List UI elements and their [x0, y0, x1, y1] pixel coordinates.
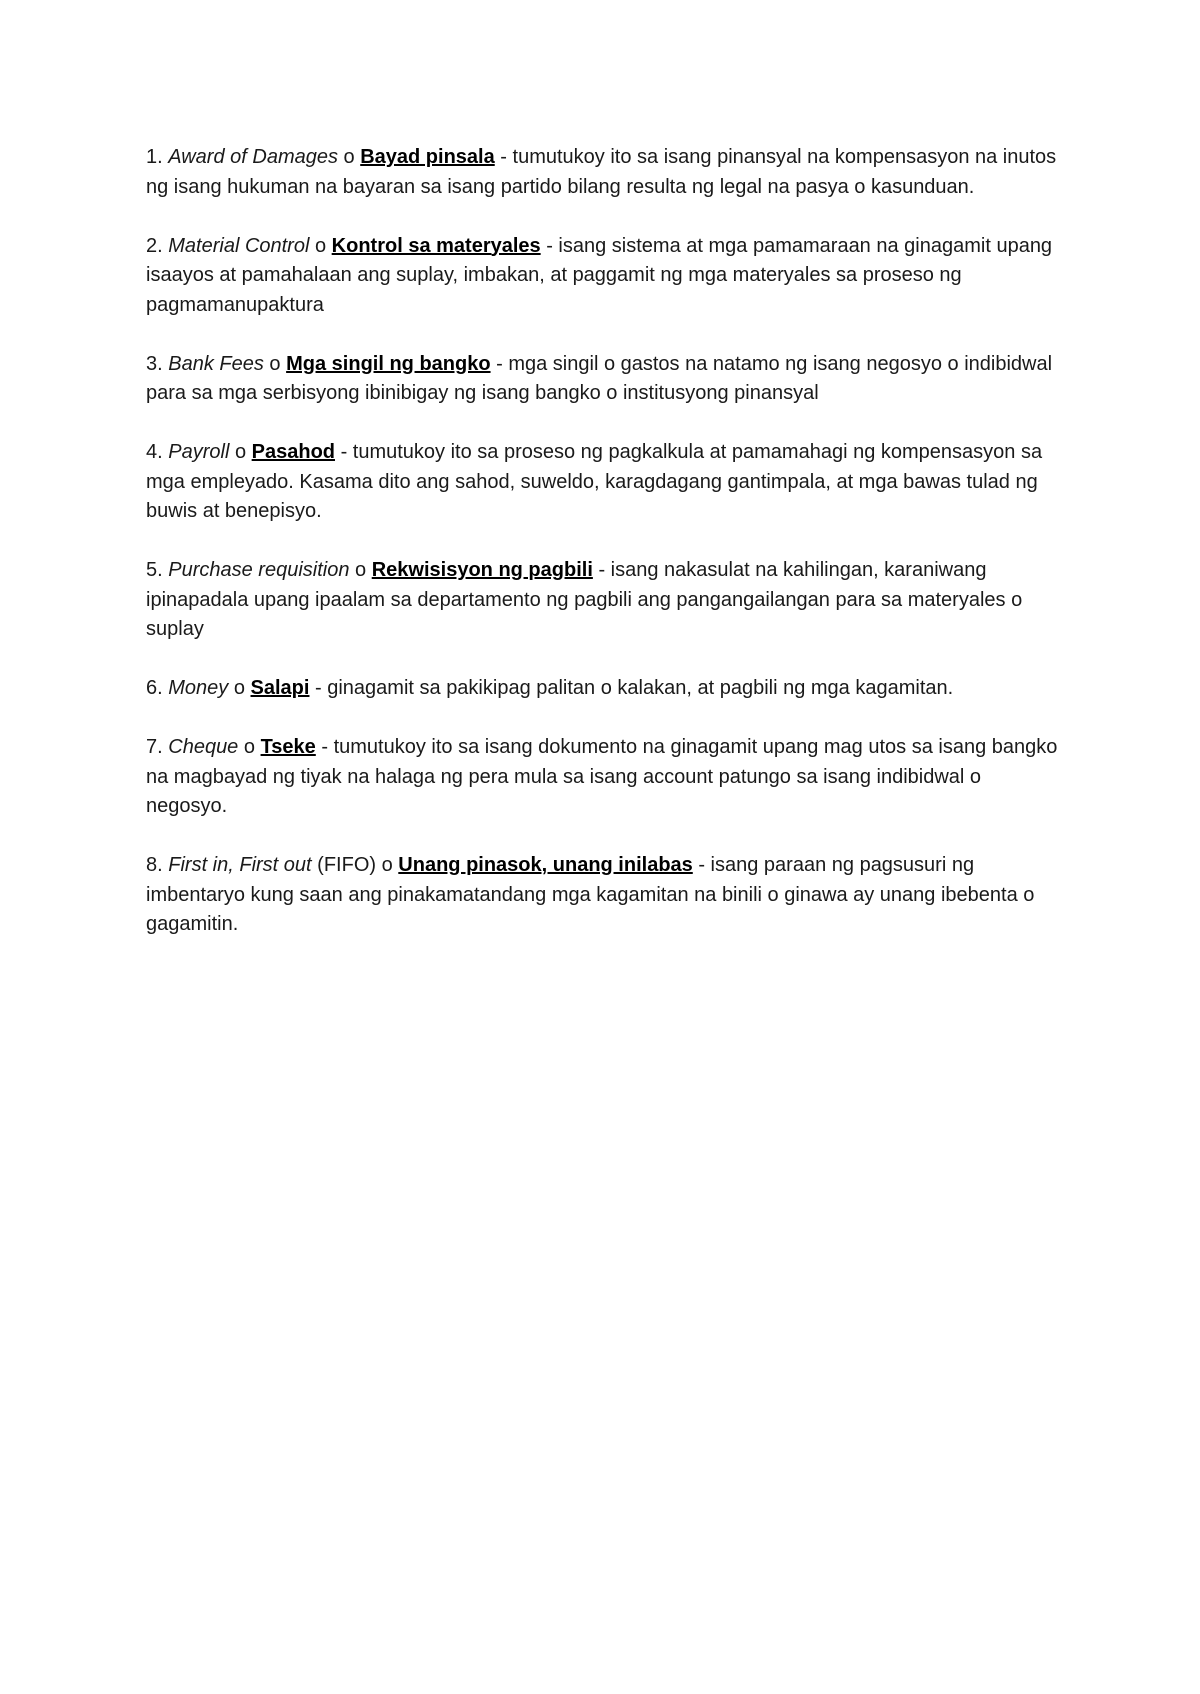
english-term: Award of Damages	[168, 146, 338, 168]
english-term: First in, First out	[168, 854, 312, 876]
english-term: Cheque	[168, 736, 239, 758]
connector: o	[269, 352, 281, 375]
entry-number: 3.	[146, 352, 163, 375]
connector: o	[234, 441, 247, 463]
glossary-entry	[146, 733, 1066, 822]
definition: - isang nakasulat na kahilingan, karaniwang ipinapadala upang ipaalam sa departamento ng pagbili ang pangangailangan para sa materyales o suplay	[146, 559, 1023, 640]
english-term: Bank Fees	[168, 352, 264, 375]
glossary-entry	[146, 350, 1066, 409]
glossary-entry	[146, 851, 1066, 940]
connector: o	[343, 146, 355, 168]
definition: - mga singil o gastos na natamo ng isang negosyo o indibidwal para sa mga serbisyong ibinibigay ng isang bangko o institusyong pinansyal	[146, 352, 1053, 404]
english-term: Purchase requisition	[168, 559, 350, 581]
connector: o	[355, 559, 367, 581]
entry-number: 5.	[146, 559, 163, 581]
entry-number: 2.	[146, 234, 163, 257]
entry-number: 1.	[146, 146, 163, 168]
glossary-entry	[146, 143, 1066, 202]
filipino-term: Tseke	[260, 736, 316, 758]
english-term: Payroll	[168, 441, 230, 463]
entry-number: 7.	[146, 736, 163, 758]
filipino-term: Salapi	[250, 677, 310, 699]
filipino-term: Bayad pinsala	[360, 146, 495, 168]
entry-number: 6.	[146, 677, 163, 699]
glossary-entry	[146, 556, 1066, 645]
definition: - isang sistema at mga pamamaraan na ginagamit upang isaayos at pamahalaan ang suplay, imbakan, at paggamit ng mga materyales sa proseso ng pagmamanupaktura	[146, 234, 1053, 316]
filipino-term: Kontrol sa materyales	[331, 234, 541, 257]
definition: - isang paraan ng pagsusuri ng imbentaryo kung saan ang pinakamatandang mga kagamitan na binili o ginawa ay unang ibebenta o gagamitin.	[146, 854, 1035, 935]
connector: o	[243, 736, 255, 758]
filipino-term: Mga singil ng bangko	[286, 352, 491, 375]
definition: - tumutukoy ito sa proseso ng pagkalkula at pamamahagi ng kompensasyon sa mga empleyado. Kasama dito ang sahod, suweldo, karagdagang gantimpala, at mga bawas tulad ng buwis at benepisyo.	[146, 441, 1043, 522]
connector: o	[314, 234, 327, 257]
english-term: Material Control	[168, 234, 310, 257]
glossary-entry	[146, 232, 1066, 321]
definition: - tumutukoy ito sa isang dokumento na ginagamit upang mag utos sa isang bangko na magbayad ng tiyak na halaga ng pera mula sa isang account patungo sa isang indibidwal o negosyo.	[146, 736, 1058, 817]
connector: o	[233, 677, 245, 699]
abbreviation: (FIFO)	[317, 854, 377, 876]
filipino-term: Rekwisisyon ng pagbili	[371, 559, 593, 581]
connector: o	[381, 854, 393, 876]
english-term: Money	[168, 677, 229, 699]
definition: - ginagamit sa pakikipag palitan o kalakan, at pagbili ng mga kagamitan.	[315, 677, 954, 699]
entry-number: 8.	[146, 854, 163, 876]
filipino-term: Pasahod	[251, 441, 335, 463]
entry-number: 4.	[146, 441, 163, 463]
definition: - tumutukoy ito sa isang pinansyal na kompensasyon na inutos ng isang hukuman na bayaran sa isang partido bilang resulta ng legal na pasya o kasunduan.	[146, 146, 1057, 198]
filipino-term: Unang pinasok, unang inilabas	[398, 854, 693, 876]
glossary-entry	[146, 674, 1066, 704]
glossary-entry	[146, 438, 1066, 527]
glossary-list	[146, 143, 1066, 969]
